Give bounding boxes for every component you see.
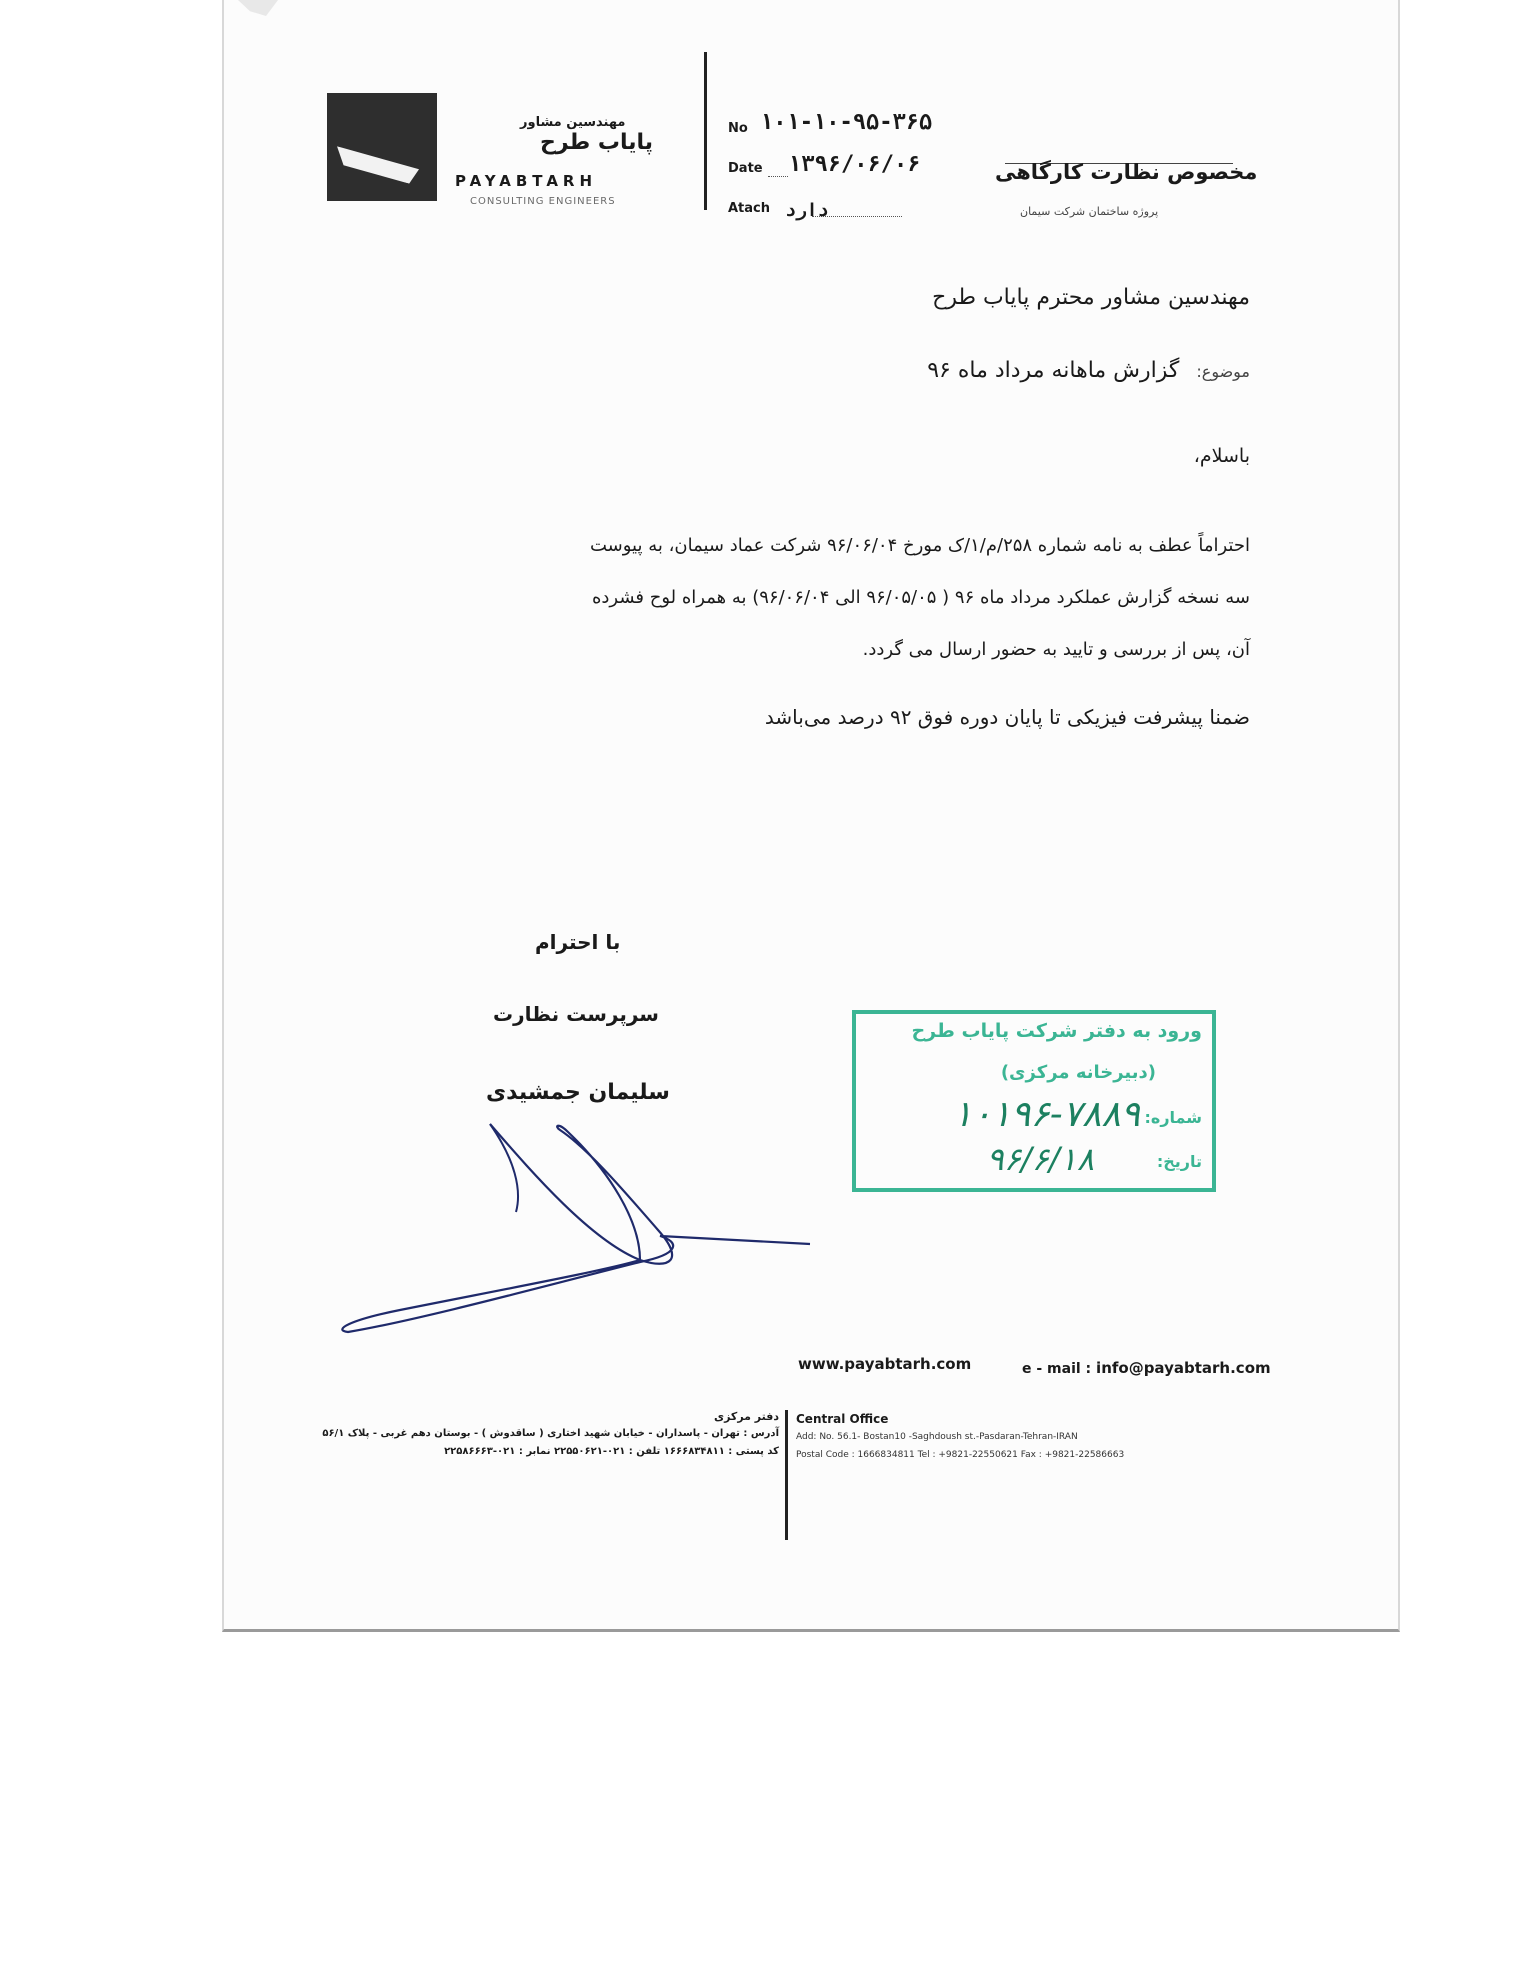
stamp-title: ورود به دفتر شرکت پایاب طرح	[911, 1020, 1202, 1042]
progress-note: ضمنا پیشرفت فیزیکی تا پایان دوره فوق ۹۲ درصد می‌باشد	[764, 705, 1250, 729]
classification-subtitle: پروژه ساختمان شرکت سیمان	[1020, 205, 1159, 218]
handwritten-signature	[340, 1120, 820, 1350]
phone-en: Postal Code : 1666834811 Tel : +9821-22550621 Fax : +9821-22586663	[796, 1450, 1125, 1460]
letter-sheet	[222, 0, 1400, 1632]
stamp-number-label: شماره:	[1144, 1108, 1202, 1127]
signer-title: سرپرست نظارت	[493, 1002, 659, 1026]
stamp-date-label: تاریخ:	[1156, 1152, 1202, 1171]
date-value: ۱۳۹۶/۰۶/۰۶	[788, 152, 921, 177]
address-fa: آدرس : تهران - پاسداران - خیابان شهید اختاری ( ساقدوش ) - بوستان دهم غربی - پلاک ۵۶/۱	[322, 1428, 779, 1439]
greeting: باسلام،	[1193, 445, 1250, 467]
stamp-date-value: ۹۶/۶/۱۸	[986, 1140, 1094, 1178]
company-subtitle: CONSULTING ENGINEERS	[470, 196, 616, 207]
stamp-subtitle: (دبیرخانه مرکزی)	[1000, 1062, 1156, 1083]
date-label: Date	[728, 161, 763, 176]
footer-divider	[785, 1410, 788, 1540]
company-name-en: PAYABTARH	[455, 172, 598, 190]
company-logo	[327, 93, 437, 201]
closing: با احترام	[535, 930, 621, 954]
classification-title: مخصوص نظارت کارگاهی	[995, 160, 1258, 184]
central-office-fa: دفتر مرکزی	[714, 1410, 779, 1423]
email-address: info@payabtarh.com	[1096, 1359, 1271, 1377]
received-stamp	[852, 1010, 1216, 1192]
number-label: No	[728, 121, 748, 136]
stamp-number-value: ۱۰۱۹۶-۷۸۸۹	[952, 1094, 1140, 1135]
body-line-3: آن، پس از بررسی و تایید به حضور ارسال می گردد.	[862, 639, 1250, 660]
date-dots	[768, 176, 788, 177]
body-line-2: سه نسخه گزارش عملکرد مرداد ماه ۹۶ ( ۹۶/۰۵/۰۵ الی ۹۶/۰۶/۰۴) به همراه لوح فشرده	[591, 587, 1250, 608]
central-office-en: Central Office	[796, 1412, 889, 1426]
signer-name: سلیمان جمشیدی	[486, 1080, 670, 1105]
subject-label: موضوع:	[1196, 362, 1250, 381]
attach-label: Atach	[728, 201, 771, 216]
body-line-1: احتراماً عطف به نامه شماره ۲۵۸/م/۱/ک مورخ ۹۶/۰۶/۰۴ شرکت عماد سیمان، به پیوست	[589, 535, 1250, 556]
company-name-fa: پایاب طرح	[540, 130, 654, 155]
subject-text: گزارش ماهانه مرداد ماه ۹۶	[927, 358, 1180, 383]
website-link: www.payabtarh.com	[798, 1355, 972, 1373]
body-paragraph	[330, 520, 1250, 676]
email-label: e - mail :	[1022, 1361, 1092, 1377]
number-value: ۱۰۱-۱۰-۹۵-۳۶۵	[760, 110, 933, 135]
phone-fa: کد پستی : ۱۶۶۶۸۳۴۸۱۱ تلفن : ۰۲۱-۲۲۵۵۰۶۲۱ نمابر : ۰۲۱-۲۲۵۸۶۶۶۳	[444, 1446, 779, 1457]
header-divider	[704, 52, 707, 210]
company-name-fa-small: مهندسین مشاور	[520, 115, 626, 130]
address-en: Add: No. 56.1- Bostan10 -Saghdoush st.-Pasdaran-Tehran-IRAN	[796, 1432, 1078, 1442]
attach-value: دارد	[785, 200, 829, 221]
addressee: مهندسین مشاور محترم پایاب طرح	[932, 285, 1250, 310]
email-line	[1022, 1359, 1271, 1377]
subject-line	[927, 358, 1250, 383]
